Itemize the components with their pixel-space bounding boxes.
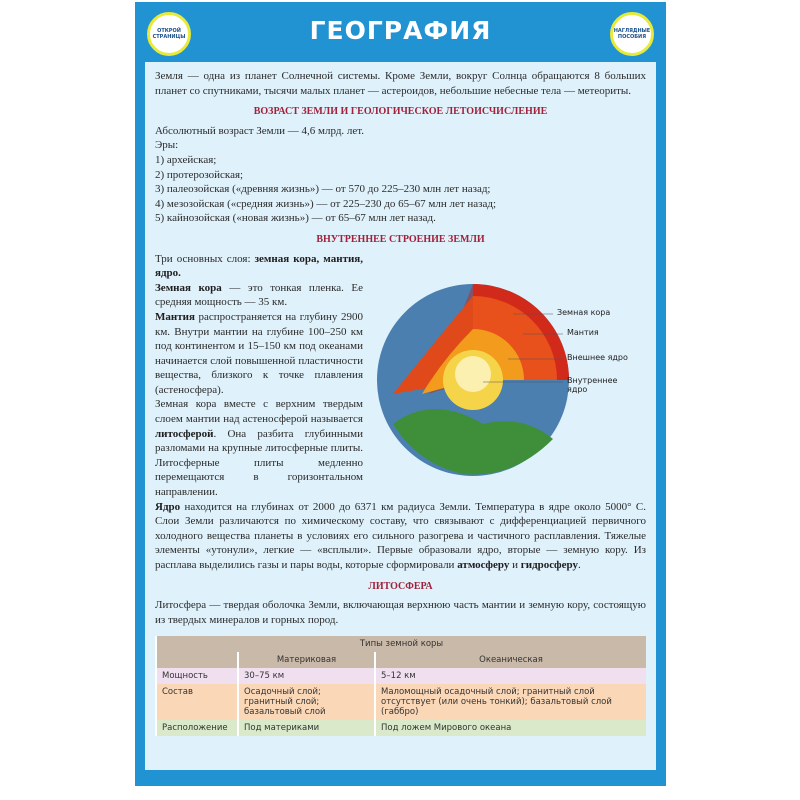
- section-heading-age: ВОЗРАСТ ЗЕМЛИ И ГЕОЛОГИЧЕСКОЕ ЛЕТОИСЧИСЛЕНИЕ: [253, 106, 548, 118]
- bold-text: атмосферу: [457, 559, 510, 571]
- label-inner-core: Внутреннее ядро: [567, 376, 618, 394]
- list-item: 1) архейская;: [155, 153, 217, 166]
- poster: [135, 2, 666, 786]
- cell: Расположение: [156, 720, 238, 736]
- list-item: 4) мезозойская («средняя жизнь») — от 225–230 до 65–67 млн лет назад;: [155, 197, 497, 210]
- text: — это тонкая пленка. Ее средняя мощность — 35 км.: [155, 281, 364, 309]
- cell: Маломощный осадочный слой; гранитный слой отсутствует (или очень тонкий); базальтовый слой (габбро): [375, 684, 646, 720]
- section-heading-lithosphere: ЛИТОСФЕРА: [368, 580, 433, 592]
- crust-types-table: [155, 636, 646, 736]
- bold-text: земная кора, мантия, ядро.: [155, 252, 364, 280]
- text: .: [577, 559, 581, 571]
- column-header: Материковая: [238, 652, 375, 668]
- intro-text: Земля — одна из планет Солнечной системы. Кроме Земли, вокруг Солнца обращаются 8 больших планет со спутниками, тысячи малых планет — астероидов, небольшие небесные тела — метеориты.: [155, 70, 646, 97]
- logo-badge-right: [610, 12, 654, 56]
- content-panel: [145, 62, 656, 770]
- list-item: 2) протерозойская;: [155, 168, 244, 181]
- text: находится на глубинах от 2000 до 6371 км радиуса Земли. Температура в ядре около 5000° С. Слои Земли различаются по химическому составу, что связывают с дифференциацией первичного холодного вещества планеты в условиях его сильного разогрева и частичного расплавления. Тяжелые элементы «утонули», легкие — «всплыли». Первые образовали ядро, вторые — земную кору. Из расплава выделились газы и пары воды, которые сформировали: [155, 500, 646, 571]
- earth-structure-diagram: [373, 274, 643, 489]
- text: Три основных слоя:: [155, 252, 255, 265]
- column-header: Океаническая: [375, 652, 646, 668]
- table-row: [156, 684, 646, 720]
- text: Земная кора вместе с верхним твердым слоем мантии над астеносферой называется: [155, 398, 363, 426]
- cell: Под ложем Мирового океана: [375, 720, 646, 736]
- column-header: [156, 652, 238, 668]
- label-outer-core: Внешнее ядро: [567, 353, 628, 362]
- bold-text: литосферой: [155, 427, 214, 440]
- text: . Она разбита глубинными разломами на крупные литосферные плиты. Литосферные плиты медленно перемещаются в горизонтальном направлении.: [155, 427, 363, 499]
- bold-text: Ядро: [155, 500, 181, 513]
- bold-text: гидросферу: [520, 559, 578, 571]
- badge-text: НАГЛЯДНЫЕ ПОСОБИЯ: [613, 28, 651, 40]
- label-crust: Земная кора: [557, 308, 611, 317]
- table-title: Типы земной коры: [156, 636, 646, 652]
- bold-text: Мантия: [155, 310, 195, 323]
- list-item: 5) кайнозойская («новая жизнь») — от 65–67 млн лет назад.: [155, 212, 436, 225]
- structure-text: [155, 252, 363, 500]
- cell: Под материками: [238, 720, 375, 736]
- cell: Осадочный слой; гранитный слой; базальтовый слой: [238, 684, 375, 720]
- section-heading-structure: ВНУТРЕННЕЕ СТРОЕНИЕ ЗЕМЛИ: [316, 233, 485, 245]
- list-item: Эры:: [155, 139, 179, 152]
- age-list: [155, 124, 646, 226]
- cell: 30–75 км: [238, 668, 375, 684]
- table-row: [156, 720, 646, 736]
- cell: Мощность: [156, 668, 238, 684]
- text: распространяется на глубину 2900 км. Внутри мантии на глубине 100–250 км под континентом и 15–150 км под океанами начинается слой повышенной пластичности вещества, близкого к точке плавления (астеносфера).: [155, 310, 363, 396]
- cell: Состав: [156, 684, 238, 720]
- list-item: 3) палеозойская («древняя жизнь») — от 570 до 225–230 млн лет назад;: [155, 183, 491, 196]
- cell: 5–12 км: [375, 668, 646, 684]
- page-title: ГЕОГРАФИЯ: [309, 16, 492, 45]
- bold-text: Земная кора: [155, 281, 222, 294]
- lithosphere-text: Литосфера — твердая оболочка Земли, включающая верхнюю часть мантии и земную кору, состоящую из твердых минералов и горных пород.: [155, 599, 646, 626]
- table-row: [156, 668, 646, 684]
- label-mantle: Мантия: [567, 328, 599, 337]
- text: и: [509, 559, 521, 571]
- badge-text: ОТКРОЙ СТРАНИЦЫ: [152, 28, 186, 40]
- list-item: Абсолютный возраст Земли — 4,6 млрд. лет.: [155, 124, 365, 137]
